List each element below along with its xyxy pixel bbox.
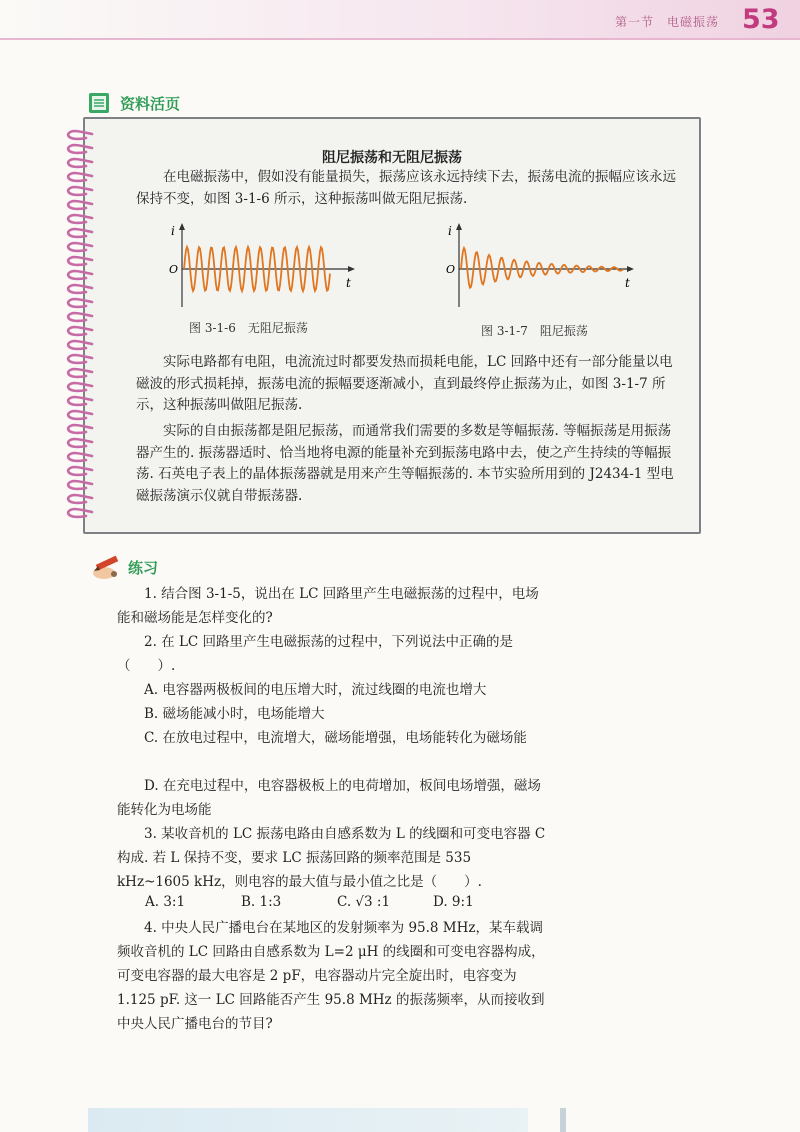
figure-caption-2: 图 3-1-7 阻尼振荡 <box>481 324 588 338</box>
question-2: 2. 在 LC 回路里产生电磁振荡的过程中，下列说法中正确的是（ ）. <box>117 634 514 674</box>
question-3-option-b: B. 1:3 <box>241 894 282 910</box>
spiral-loop <box>68 509 92 517</box>
question-3-option-a: A. 3:1 <box>145 894 186 910</box>
question-1: 1. 结合图 3-1-5，说出在 LC 回路里产生电磁振荡的过程中，电场能和磁场能是怎样变化的? <box>117 586 539 626</box>
pencil-icon <box>92 553 122 581</box>
y-axis-arrow <box>456 223 462 230</box>
spiral-loop <box>68 355 92 363</box>
question-2-option-c: C. 在放电过程中，电流增大，磁场能增强，电场能转化为磁场能 <box>144 730 527 746</box>
box-title: 资料活页 <box>120 94 181 113</box>
paragraph-2: 实际电路都有电阻，电流流过时都要发热而损耗电能，LC 回路中还有一部分能量以电磁波的形式损耗掉，振荡电流的振幅要逐渐减小，直到最终停止振荡为止，如图 3-1-7 所示，这种振荡叫做阻尼振荡. <box>136 354 673 413</box>
spiral-loop <box>68 215 92 223</box>
spiral-loop <box>68 467 92 475</box>
origin-label: O <box>446 263 456 276</box>
paragraph-1: 在电磁振荡中，假如没有能量损失，振荡应该永远持续下去，振荡电流的振幅应该永远保持不变，如图 3-1-6 所示，这种振荡叫做无阻尼振荡. <box>136 169 676 207</box>
bottom-bar <box>560 1108 566 1132</box>
spiral-loop <box>68 495 92 503</box>
x-axis-label: t <box>625 276 630 290</box>
spiral-loop <box>68 453 92 461</box>
spiral-loop <box>68 439 92 447</box>
y-axis-label: i <box>171 224 175 238</box>
y-axis-label: i <box>448 224 452 238</box>
material-box <box>83 117 701 534</box>
figure-caption-1: 图 3-1-6 无阻尼振荡 <box>189 321 308 335</box>
spiral-loop <box>68 299 92 307</box>
question-3: 3. 某收音机的 LC 振荡电路由自感系数为 L 的线圈和可变电容器 C 构成. 若 L 保持不变，要求 LC 振荡回路的频率范围是 535 kHz~1605 kHz，则电容的最大值与最小值之比是（ ）. <box>117 826 546 890</box>
bottom-strip <box>88 1108 528 1132</box>
spiral-loop <box>68 285 92 293</box>
spiral-loop <box>68 313 92 321</box>
x-axis-arrow <box>348 266 355 272</box>
question-3-options <box>145 890 565 914</box>
spiral-binding <box>62 128 94 520</box>
exercises-title: 练习 <box>128 558 159 577</box>
spiral-loop <box>68 173 92 181</box>
section-label: 第一节 电磁振荡 <box>615 15 720 29</box>
spiral-loop <box>68 145 92 153</box>
header-divider <box>0 38 800 40</box>
question-3-option-c: C. √3 :1 <box>337 894 391 910</box>
y-axis-arrow <box>179 223 185 230</box>
spiral-loop <box>68 481 92 489</box>
question-3-option-d: D. 9:1 <box>433 894 474 910</box>
spiral-loop <box>68 327 92 335</box>
undamped-oscillation-graph <box>160 221 360 311</box>
spiral-loop <box>68 257 92 265</box>
spiral-loop <box>68 131 92 139</box>
spiral-loop <box>68 397 92 405</box>
spiral-loop <box>68 383 92 391</box>
spiral-loop <box>68 341 92 349</box>
paragraph-3: 实际的自由振荡都是阻尼振荡，而通常我们需要的多数是等幅振荡. 等幅振荡是用振荡器产生的. 振荡器适时、恰当地将电源的能量补充到振荡电路中去，使之产生持续的等幅振荡. 石英电子表上的晶体振荡器就是用来产生等幅振荡的. 本节实验所用到的 J2434-1 型电磁振荡演示仪就自带振荡器. <box>136 423 674 504</box>
x-axis-arrow <box>627 266 634 272</box>
damped-oscillation-graph <box>443 221 643 311</box>
spiral-loop <box>68 369 92 377</box>
spiral-loop <box>68 159 92 167</box>
spiral-loop <box>68 201 92 209</box>
spiral-loop <box>68 271 92 279</box>
spiral-loop <box>68 425 92 433</box>
book-icon <box>88 92 110 114</box>
question-2-option-b: B. 磁场能减小时，电场能增大 <box>144 706 325 722</box>
spiral-loop <box>68 229 92 237</box>
damped-wave <box>461 248 623 288</box>
question-2-option-a: A. 电容器两极板间的电压增大时，流过线圈的电流也增大 <box>144 682 487 698</box>
article-title: 阻尼振荡和无阻尼振荡 <box>322 150 462 166</box>
spiral-loop <box>68 243 92 251</box>
question-4: 4. 中央人民广播电台在某地区的发射频率为 95.8 MHz，某车载调频收音机的 LC 回路由自感系数为 L=2 μH 的线圈和可变电容器构成，可变电容器的最大电容是 2 pF，电容器动片完全旋出时，电容变为 1.125 pF. 这一 LC 回路能否产生 95.8 MHz 的振荡频率，从而接收到中央人民广播电台的节目? <box>117 920 545 1032</box>
origin-label: O <box>169 263 179 276</box>
question-2-option-d: D. 在充电过程中，电容器极板上的电荷增加，板间电场增强，磁场能转化为电场能 <box>117 778 541 818</box>
x-axis-label: t <box>346 276 351 290</box>
exercises-heading <box>92 553 158 581</box>
page-number: 53 <box>742 4 780 35</box>
spiral-loop <box>68 187 92 195</box>
spiral-loop <box>68 411 92 419</box>
box-heading <box>88 92 180 114</box>
